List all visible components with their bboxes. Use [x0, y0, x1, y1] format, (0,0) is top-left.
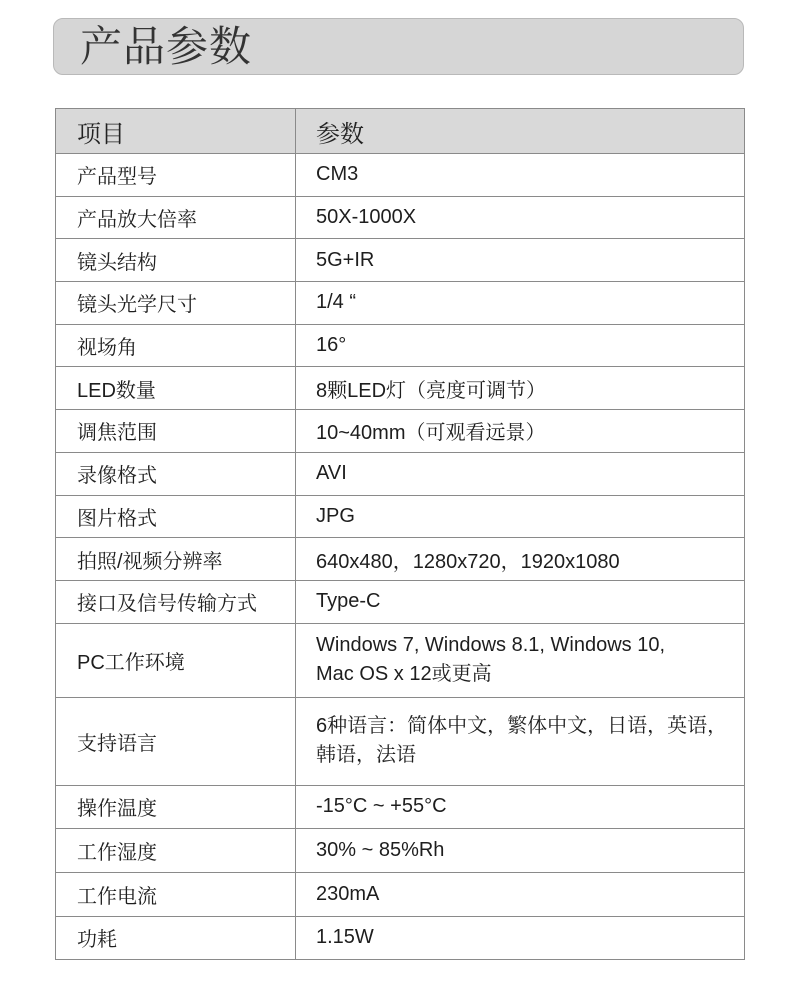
spec-item-label: 产品型号 — [56, 154, 296, 197]
table-row — [56, 538, 745, 581]
spec-item-value: Type-C — [296, 580, 745, 623]
table-row — [56, 196, 745, 239]
spec-item-value: AVI — [296, 452, 745, 495]
spec-item-value: 230mA — [296, 872, 745, 916]
spec-item-label: 拍照/视频分辨率 — [56, 538, 296, 581]
spec-item-label: 产品放大倍率 — [56, 196, 296, 239]
spec-item-label: 录像格式 — [56, 452, 296, 495]
header-item: 项目 — [56, 109, 296, 154]
spec-table — [55, 108, 745, 960]
spec-item-value: JPG — [296, 495, 745, 538]
table-row — [56, 282, 745, 325]
table-row — [56, 154, 745, 197]
table-row — [56, 239, 745, 282]
spec-item-label: 视场角 — [56, 324, 296, 367]
spec-item-label: 调焦范围 — [56, 410, 296, 453]
table-header-row — [56, 109, 745, 154]
spec-item-value: 1/4 “ — [296, 282, 745, 325]
spec-item-label: 镜头光学尺寸 — [56, 282, 296, 325]
table-row — [56, 623, 745, 697]
spec-item-label: PC工作环境 — [56, 623, 296, 697]
spec-item-value — [296, 623, 745, 697]
spec-value-line: 韩语，法语 — [316, 744, 416, 767]
table-row — [56, 452, 745, 495]
table-row — [56, 829, 745, 873]
spec-item-value: 10~40mm（可观看远景） — [296, 410, 745, 453]
spec-value-line: Mac OS x 12或更高 — [316, 663, 492, 686]
spec-item-label: 图片格式 — [56, 495, 296, 538]
spec-item-value: 30% ~ 85%Rh — [296, 829, 745, 873]
spec-item-value: 640x480，1280x720，1920x1080 — [296, 538, 745, 581]
page-title: 产品参数 — [80, 23, 253, 70]
spec-item-value: 50X-1000X — [296, 196, 745, 239]
title-banner — [53, 18, 744, 75]
header-param: 参数 — [296, 109, 745, 154]
table-row — [56, 367, 745, 410]
spec-item-value: 5G+IR — [296, 239, 745, 282]
table-row — [56, 916, 745, 960]
spec-item-value: 8颗LED灯（亮度可调节） — [296, 367, 745, 410]
spec-item-value: 16° — [296, 324, 745, 367]
spec-item-label: 功耗 — [56, 916, 296, 960]
spec-item-label: 接口及信号传输方式 — [56, 580, 296, 623]
table-row — [56, 410, 745, 453]
spec-item-label: 工作电流 — [56, 872, 296, 916]
spec-item-label: LED数量 — [56, 367, 296, 410]
spec-value-line: Windows 7, Windows 8.1, Windows 10, — [316, 634, 666, 657]
spec-item-label: 工作湿度 — [56, 829, 296, 873]
table-row — [56, 697, 745, 785]
table-row — [56, 495, 745, 538]
spec-item-value: CM3 — [296, 154, 745, 197]
spec-item-label: 镜头结构 — [56, 239, 296, 282]
table-row — [56, 872, 745, 916]
spec-value-line: 6种语言：简体中文，繁体中文，日语，英语， — [316, 715, 728, 738]
spec-item-label: 支持语言 — [56, 697, 296, 785]
table-row — [56, 785, 745, 829]
spec-item-value — [296, 697, 745, 785]
spec-item-label: 操作温度 — [56, 785, 296, 829]
table-row — [56, 580, 745, 623]
table-row — [56, 324, 745, 367]
spec-item-value: 1.15W — [296, 916, 745, 960]
spec-item-value: -15°C ~ +55°C — [296, 785, 745, 829]
